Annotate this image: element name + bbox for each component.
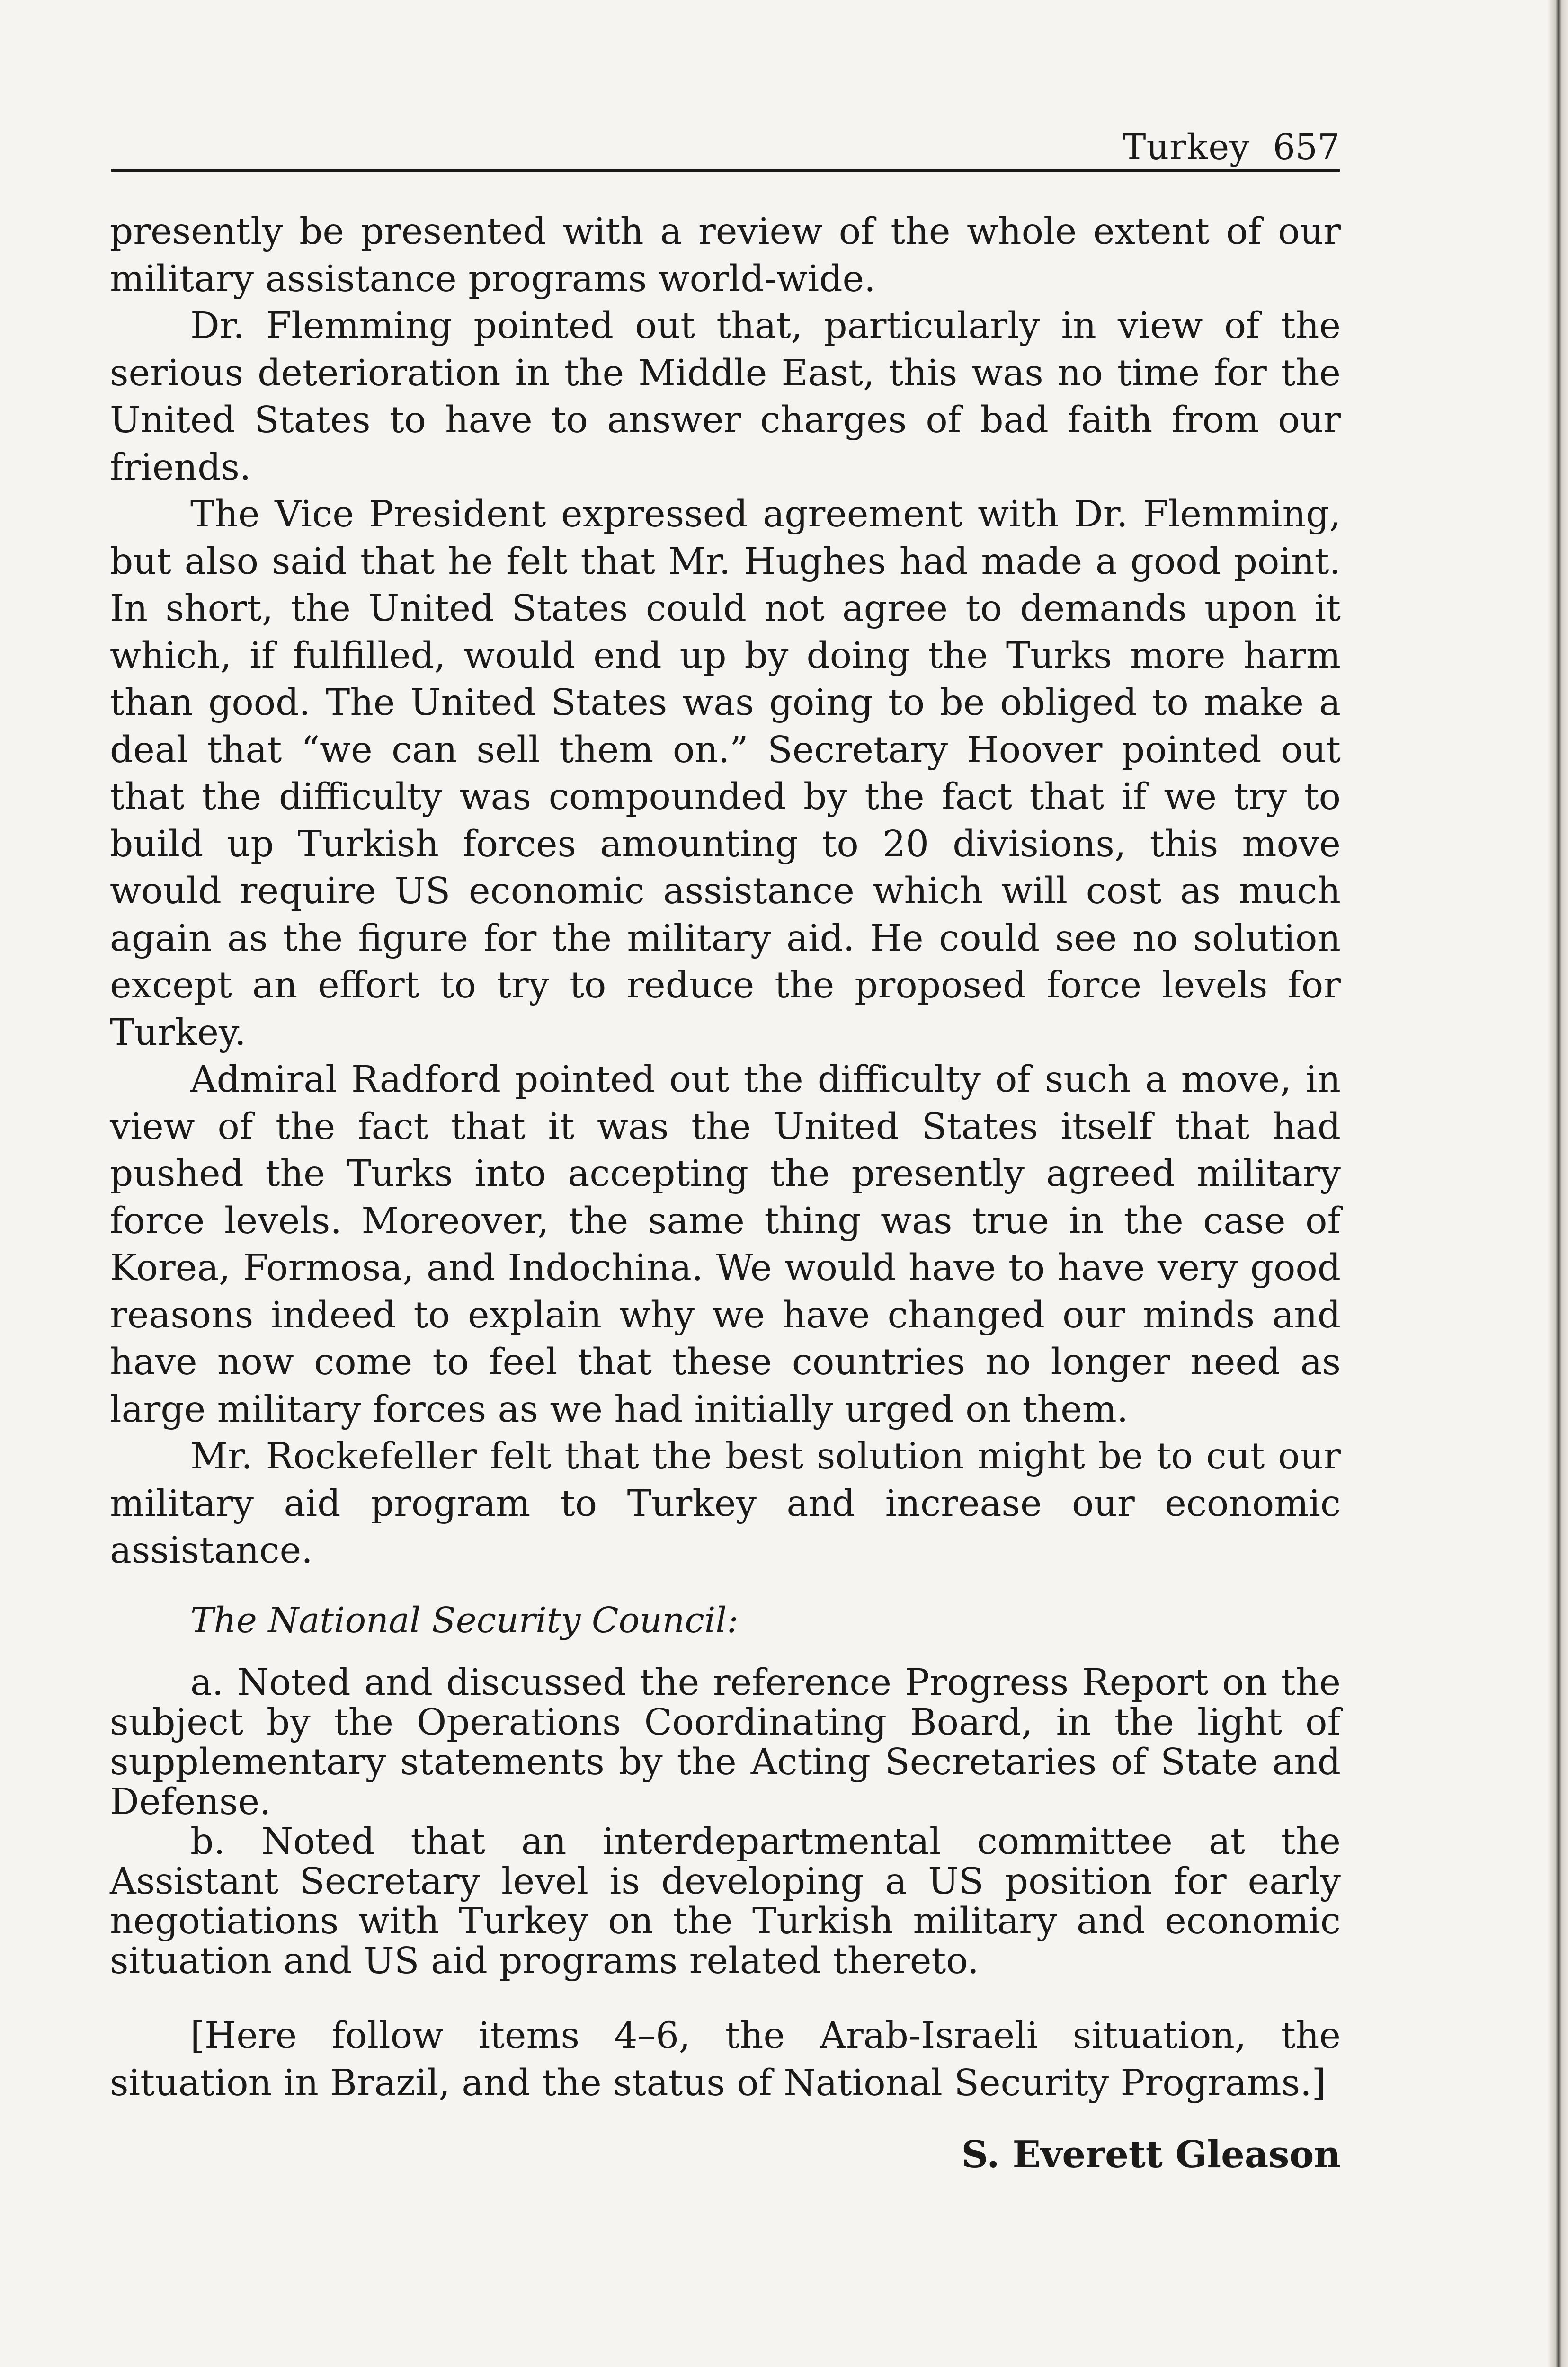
running-title: Turkey bbox=[1123, 127, 1250, 168]
paragraph-vice-president: The Vice President expressed agreement with Dr. Flemming, but also said that he felt that Mr. Hughes had made a good point. In short, the United States could not agree to demands upon it which, if fulfilled, would end up by doing the Turks more harm than good. The United States was going to be obliged to make a deal that “we can sell them on.” Secretary Hoover pointed out that the difficulty was compounded by the fact that if we try to build up Turkish forces amounting to 20 divisions, this move would require US economic assistance which will cost as much again as the figure for the military aid. He could see no solution except an effort to try to reduce the proposed force levels for Turkey. bbox=[110, 493, 1341, 1054]
editorial-note: [Here follow items 4–6, the Arab-Israeli situation, the situation in Brazil, and the status of National Security Programs.] bbox=[110, 2015, 1341, 2104]
page-number: 657 bbox=[1273, 127, 1340, 168]
paragraph-flemming: Dr. Flemming pointed out that, particularly in view of the serious deterioration in the Middle East, this was no time for the United States to have to answer charges of bad faith from our friends. bbox=[110, 305, 1341, 489]
page-edge-shadow bbox=[1547, 0, 1568, 2367]
resolution-item: b. Noted that an interdepartmental committee at the Assistant Secretary level is developing a US position for early negotiations with Turkey on the Turkish military and economic situation and US aid programs related thereto. bbox=[110, 1821, 1341, 1982]
resolution-item: a. Noted and discussed the reference Progress Report on the subject by the Operations Coordinating Board, in the light of supplementary statements by the Acting Secretaries of State and Defense. bbox=[110, 1662, 1341, 1823]
page-header bbox=[111, 127, 1340, 172]
signature: S. Everett Gleason bbox=[961, 2133, 1341, 2176]
paragraph-radford: Admiral Radford pointed out the difficulty of such a move, in view of the fact that it was the United States itself that had pushed the Turks into accepting the presently agreed military force levels. Moreover, the same thing was true in the case of Korea, Formosa, and Indochina. We would have to have very good reasons indeed to explain why we have changed our minds and have now come to feel that these countries no longer need as large military forces as we had initially urged on them. bbox=[110, 1059, 1341, 1431]
paragraph-rockefeller: Mr. Rockefeller felt that the best solution might be to cut our military aid program to Turkey and increase our economic assistance. bbox=[110, 1435, 1341, 1572]
resolutions-list bbox=[110, 1663, 1341, 1981]
paragraph-continuation: presently be presented with a review of the whole extent of our military assistance programs world-wide. bbox=[110, 211, 1341, 300]
document-body bbox=[110, 208, 1341, 2179]
council-heading: The National Security Council: bbox=[190, 1600, 739, 1641]
